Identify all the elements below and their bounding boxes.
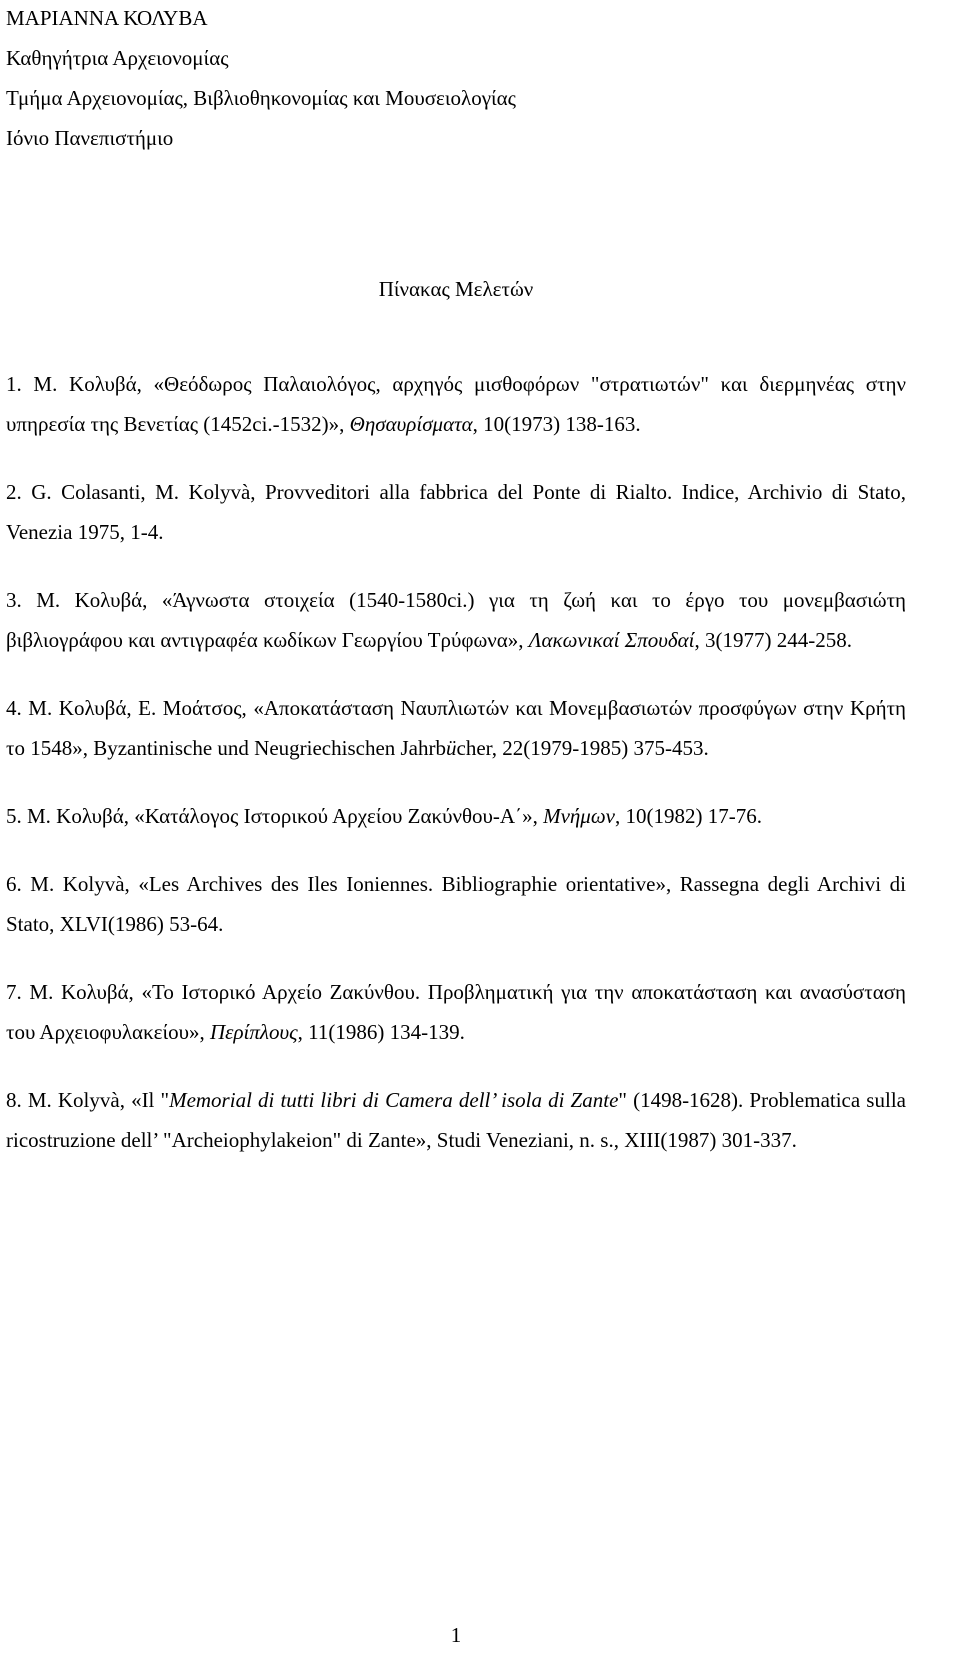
author-header <box>6 0 906 158</box>
author-name: ΜΑΡΙΑΝΝΑ ΚΟΛΥΒΑ <box>6 6 208 30</box>
publication-list <box>6 364 906 1160</box>
author-university: Ιόνιο Πανεπιστήμιο <box>6 126 174 150</box>
publication-entry: 4. Μ. Κολυβά, Ε. Μοάτσος, «Αποκατάσταση Ναυπλιωτών και Μονεμβασιωτών προσφύγων στην Κρήτη το 1548», Byzantinische und Neugriechischen Jahrbücher, 22(1979-1985) 375-453. <box>6 696 906 760</box>
publications-title: Πίνακας Μελετών <box>378 277 534 301</box>
publication-entry: 2. G. Colasanti, M. Kolyvà, Provveditori alla fabbrica del Ponte di Rialto. Indice, Archivio di Stato, Venezia 1975, 1-4. <box>6 480 906 544</box>
author-department: Τμήμα Αρχειονομίας, Βιβλιοθηκονομίας και Μουσειολογίας <box>6 86 516 110</box>
publication-entry: 7. Μ. Κολυβά, «Το Ιστορικό Αρχείο Ζακύνθου. Προβληματική για την αποκατάσταση και ανασύσταση του Αρχειοφυλακείου», Περίπλους, 11(1986) 134-139. <box>6 980 906 1044</box>
publication-entry: 8. M. Kolyvà, «Il "Memorial di tutti libri di Camera dell’ isola di Zante" (1498-1628). Problematica sulla ricostruzione dell’ "Archeiophylakeion" di Zante», Studi Veneziani, n. s., XIII(1987) 301-337. <box>6 1088 906 1152</box>
publication-entry: 5. Μ. Κολυβά, «Κατάλογος Ιστορικού Αρχείου Ζακύνθου-Α΄», Μνήμων, 10(1982) 17-76. <box>6 804 762 828</box>
publication-entry: 1. Μ. Κολυβά, «Θεόδωρος Παλαιολόγος, αρχηγός μισθοφόρων "στρατιωτών" και διερμηνέας στην υπηρεσία της Βενετίας (1452ci.-1532)», Θησαυρίσματα, 10(1973) 138-163. <box>6 372 906 436</box>
page-number: 1 <box>450 1623 462 1647</box>
publication-entry: 6. M. Kolyvà, «Les Archives des Iles Ioniennes. Bibliographie orientative», Rassegna degli Archivi di Stato, XLVI(1986) 53-64. <box>6 872 906 936</box>
publication-entry: 3. Μ. Κολυβά, «Άγνωστα στοιχεία (1540-1580ci.) για τη ζωή και το έργο του μονεμβασιώτη βιβλιογράφου και αντιγραφέα κωδίκων Γεωργίου Τρύφωνα», Λακωνικαί Σπουδαί, 3(1977) 244-258. <box>6 588 906 652</box>
document-page <box>6 0 906 1647</box>
author-position: Καθηγήτρια Αρχειονομίας <box>6 46 229 70</box>
